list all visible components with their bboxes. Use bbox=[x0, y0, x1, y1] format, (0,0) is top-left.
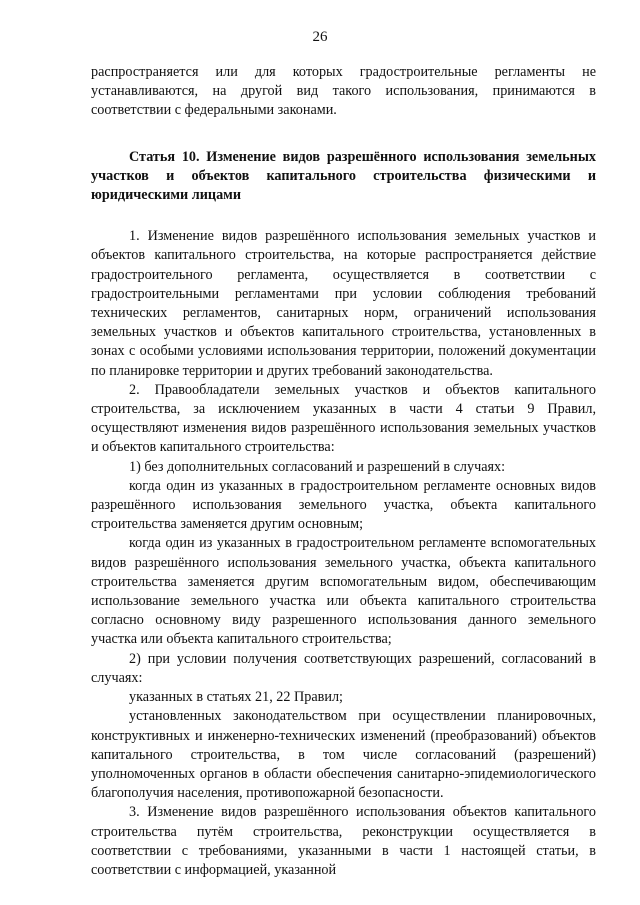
article-heading: Статья 10. Изменение видов разрешённого использования земельных участков и объектов капитального строительства физическими и юридическими лицами bbox=[91, 148, 596, 204]
document-body bbox=[91, 63, 596, 880]
page-number: 26 bbox=[312, 29, 328, 45]
subclause-main-use: когда один из указанных в градостроительном регламенте основных видов разрешённого использования земельного участка, объекта капитального строительства заменяется другим основным; bbox=[91, 477, 596, 533]
paragraph-2: 2. Правообладатели земельных участков и объектов капитального строительства, за исключением указанных в части 4 статьи 9 Правил, осуществляют изменения видов разрешённого использования земельных участков и объектов капитального строительства: bbox=[91, 381, 596, 456]
subclause-legislation: установленных законодательством при осуществлении планировочных, конструктивных и инженерно-технических изменений (преобразований) объектов капитального строительства, в том числе согласований (разрешений) уполномоченных органов в области обеспечения санитарно-эпидемиологического благополучия населения, противопожарной безопасности. bbox=[91, 708, 596, 802]
list-item-1: 1) без дополнительных согласований и разрешений в случаях: bbox=[129, 458, 506, 475]
subclause-auxiliary-use: когда один из указанных в градостроительном регламенте вспомогательных видов разрешённого использования земельного участка, объекта капитального строительства заменяется другим вспомогательным видом, обеспечивающим использование земельного участка или объекта капитального строительства согласно основному виду разрешенного использования данного земельного участка или объекта капитального строительства; bbox=[91, 535, 596, 648]
list-item-2: 2) при условии получения соответствующих разрешений, согласований в случаях: bbox=[91, 650, 596, 686]
paragraph-3: 3. Изменение видов разрешённого использования объектов капитального строительства путём строительства, реконструкции осуществляется в соответствии с требованиями, указанными в части 1 настоящей статьи, в соответствии с информацией, указанной bbox=[91, 804, 596, 878]
intro-paragraph: распространяется или для которых градостроительные регламенты не устанавливаются, на другой вид такого использования, принимаются в соответствии с федеральными законами. bbox=[91, 64, 596, 119]
paragraph-1: 1. Изменение видов разрешённого использования земельных участков и объектов капитального строительства, на которые распространяется действие градостроительного регламента, осуществляется в соответствии с градостроительными регламентами при условии соблюдения требований технических регламентов, санитарных норм, ограничений использования земельных участков и объектов капитального строительства, установленных в зонах с особыми условиями использования территории, положений документации по планировке территории и других требований законодательства. bbox=[91, 228, 596, 379]
subclause-articles: указанных в статьях 21, 22 Правил; bbox=[129, 689, 343, 706]
